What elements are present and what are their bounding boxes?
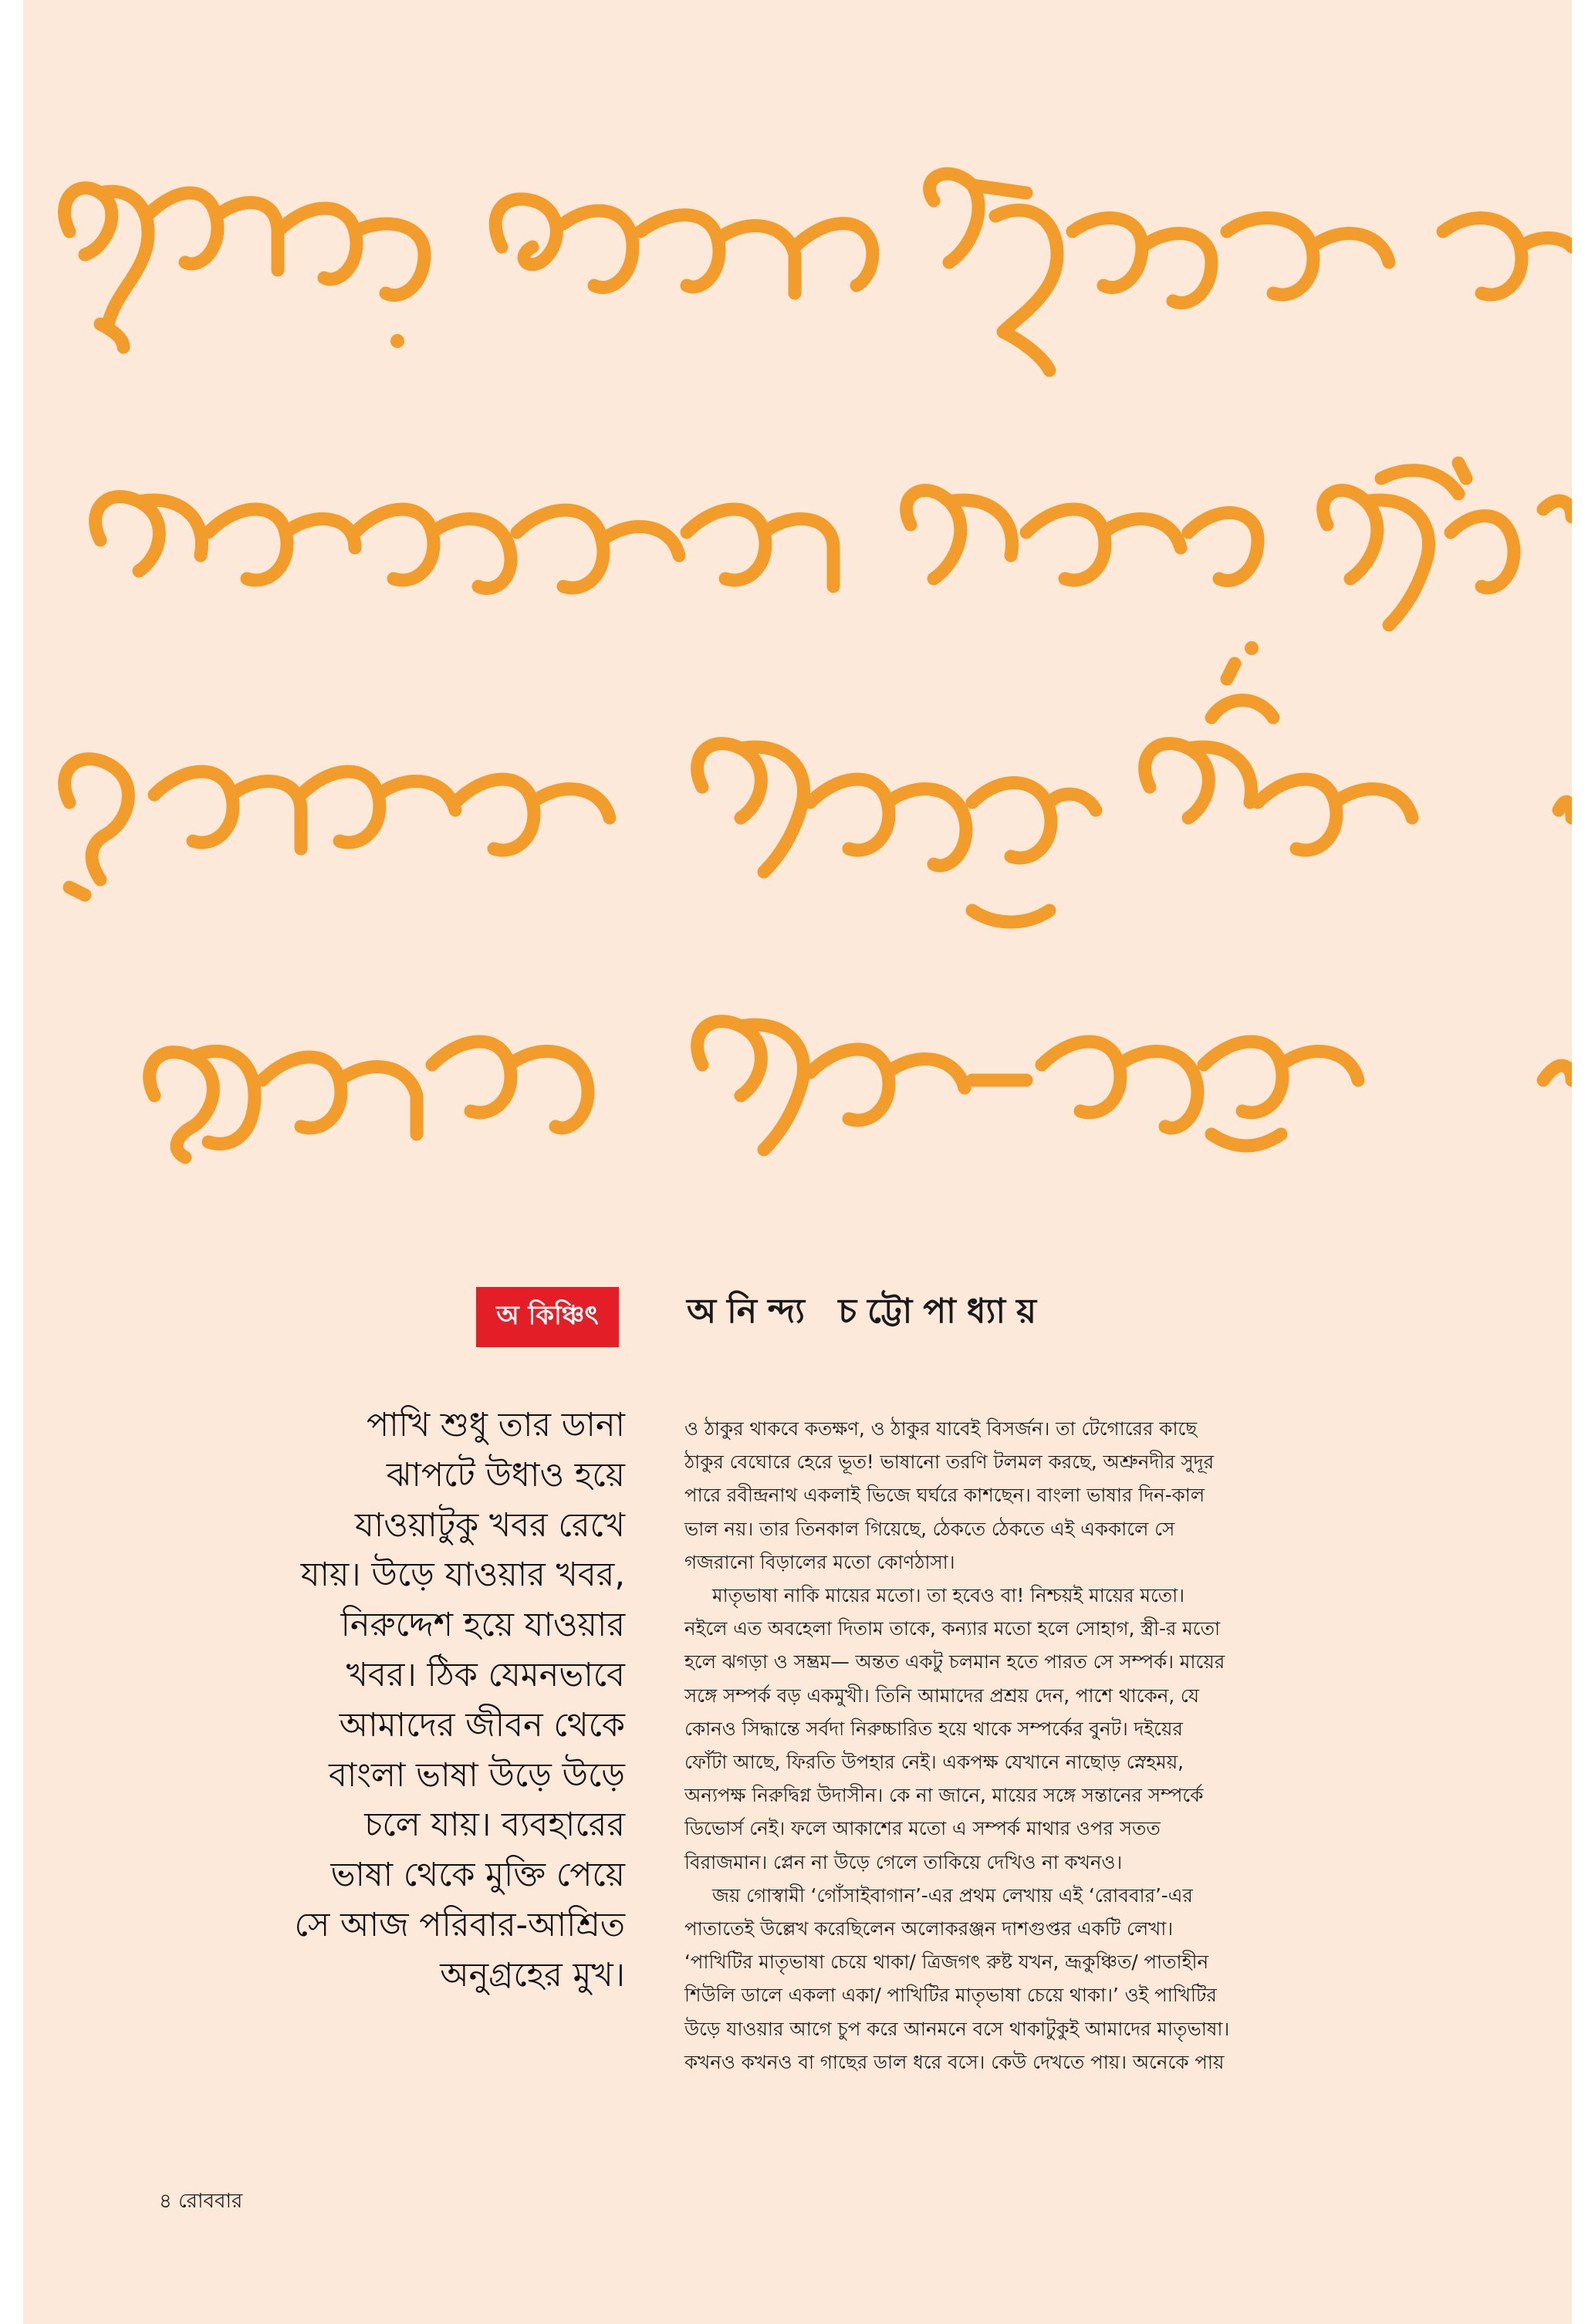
page-footer: ৪ রোববার (159, 2190, 243, 2213)
handwritten-line-1 (65, 174, 1572, 370)
pullquote-line: ভাষা থেকে মুক্তি পেয়ে (330, 1856, 625, 1895)
body-line: বিরাজমান। প্লেন না উড়ে গেলে তাকিয়ে দেখিও না কখনও। (684, 1850, 1123, 1873)
body-line: ঠাকুর বেঘোরে হেরে ভূত! ভাষানো তরণি টলমল করছে, অশ্রুনদীর সুদূর (684, 1451, 1215, 1474)
body-line: কোনও সিদ্ধান্তে সর্বদা নিরুচ্চারিত হয়ে থাকে সম্পর্কের বুনট। দইয়ের (684, 1717, 1183, 1740)
body-line: কখনও কখনও বা গাছের ডাল ধরে বসে। কেউ দেখতে পায়। অনেকে পায় (684, 2050, 1225, 2073)
handwritten-line-2 (96, 463, 1572, 625)
pullquote-line: বাংলা ভাষা উড়ে উড়ে (328, 1755, 625, 1795)
column-badge: অ কিঞ্চিৎ (476, 1287, 619, 1347)
handwritten-line-3 (65, 664, 1572, 922)
body-line: ফোঁটা আছে, ফিরতি উপহার নেই। একপক্ষ যেখানে নাছোড় স্নেহময়, (684, 1751, 1184, 1774)
body-line: ‘পাখিটির মাতৃভাষা চেয়ে থাকা/ ত্রিজগৎ রুষ্ট যখন, ভ্রূকুঞ্চিত/ পাতাহীন (684, 1951, 1209, 1974)
ink-dot (390, 334, 404, 348)
pullquote-line: পাখি শুধু তার ডানা (367, 1406, 625, 1444)
body-line: গজরানো বিড়ালের মতো কোণঠাসা। (684, 1550, 955, 1573)
body-line: পাতাতেই উল্লেখ করেছিলেন অলোকরঞ্জন দাশগুপ্তর একটি লেখা। (684, 1917, 1174, 1941)
body-line: ভাল নয়। তার তিনকাল গিয়েছে, ঠেকতে ঠেকতে এই এককালে সে (684, 1517, 1175, 1540)
body-line: শিউলি ডালে একলা একা/ পাখিটির মাতৃভাষা চেয়ে থাকা।’ ওই পাখিটির (684, 1984, 1217, 2007)
ink-dot (1245, 641, 1259, 655)
pullquote-line: নিরুদ্দেশ হয়ে যাওয়ার (340, 1606, 625, 1645)
body-line: নইলে এত অবহেলা দিতাম তাকে, কন্যার মতো হলে সোহাগ, স্ত্রী-র মতো (684, 1617, 1221, 1640)
body-line: ডিভোর্স নেই। ফলে আকাশের মতো এ সম্পর্ক মাথার ওপর সতত (684, 1817, 1161, 1840)
handwritten-line-4 (150, 1022, 1572, 1157)
body-line: পারে রবীন্দ্রনাথ একলাই ভিজে ঘর্ঘরে কাশছেন। বাংলা ভাষার দিন-কাল (684, 1484, 1205, 1507)
body-line: সঙ্গে সম্পর্ক বড় একমুখী। তিনি আমাদের প্রশ্রয় দেন, পাশে থাকেন, যে (684, 1684, 1199, 1707)
article-body (684, 1412, 1441, 2079)
handwriting-illustration (23, 0, 1572, 1204)
pullquote-line: চলে যায়। ব্যবহারের (364, 1805, 625, 1845)
pullquote-line: আমাদের জীবন থেকে (339, 1705, 625, 1745)
pullquote-line: সে আজ পরিবার-আশ্রিত (294, 1905, 625, 1944)
body-line: হলে ঝগড়া ও সম্ভ্রম— অন্তত একটু চলমান হতে পারত সে সম্পর্ক। মায়ের (684, 1650, 1225, 1674)
body-line: জয় গোস্বামী ‘গোঁসাইবাগান’-এর প্রথম লেখায় এই ‘রোববার’-এর (712, 1883, 1193, 1907)
pullquote-line: খবর। ঠিক যেমনভাবে (346, 1655, 625, 1694)
pullquote-line: অনুগ্রহের মুখ। (440, 1955, 625, 1995)
magazine-page (23, 0, 1572, 2324)
body-line: উড়ে যাওয়ার আগে চুপ করে আনমনে বসে থাকাটুকুই আমাদের মাতৃভাষা। (684, 2017, 1230, 2040)
body-line: মাতৃভাষা নাকি মায়ের মতো। তা হবেও বা! নিশ্চয়ই মায়ের মতো। (712, 1584, 1185, 1607)
author-byline: অনিন্দ্য চট্টোপাধ্যায় (687, 1292, 1047, 1331)
body-line: অন্যপক্ষ নিরুদ্বিগ্ন উদাসীন। কে না জানে, মায়ের সঙ্গে সন্তানের সম্পর্কে (684, 1784, 1204, 1807)
pullquote-line: যায়। উড়ে যাওয়ার খবর, (300, 1556, 625, 1595)
pullquote-line: যাওয়াটুকু খবর রেখে (355, 1505, 625, 1545)
pullquote (139, 1400, 625, 2001)
body-line: ও ঠাকুর থাকবে কতক্ষণ, ও ঠাকুর যাবেই বিসর্জন। তা টেগোরের কাছে (684, 1417, 1198, 1440)
handwritten-poem-artwork (23, 0, 1572, 1204)
pullquote-line: ঝাপটে উধাও হয়ে (386, 1455, 625, 1495)
